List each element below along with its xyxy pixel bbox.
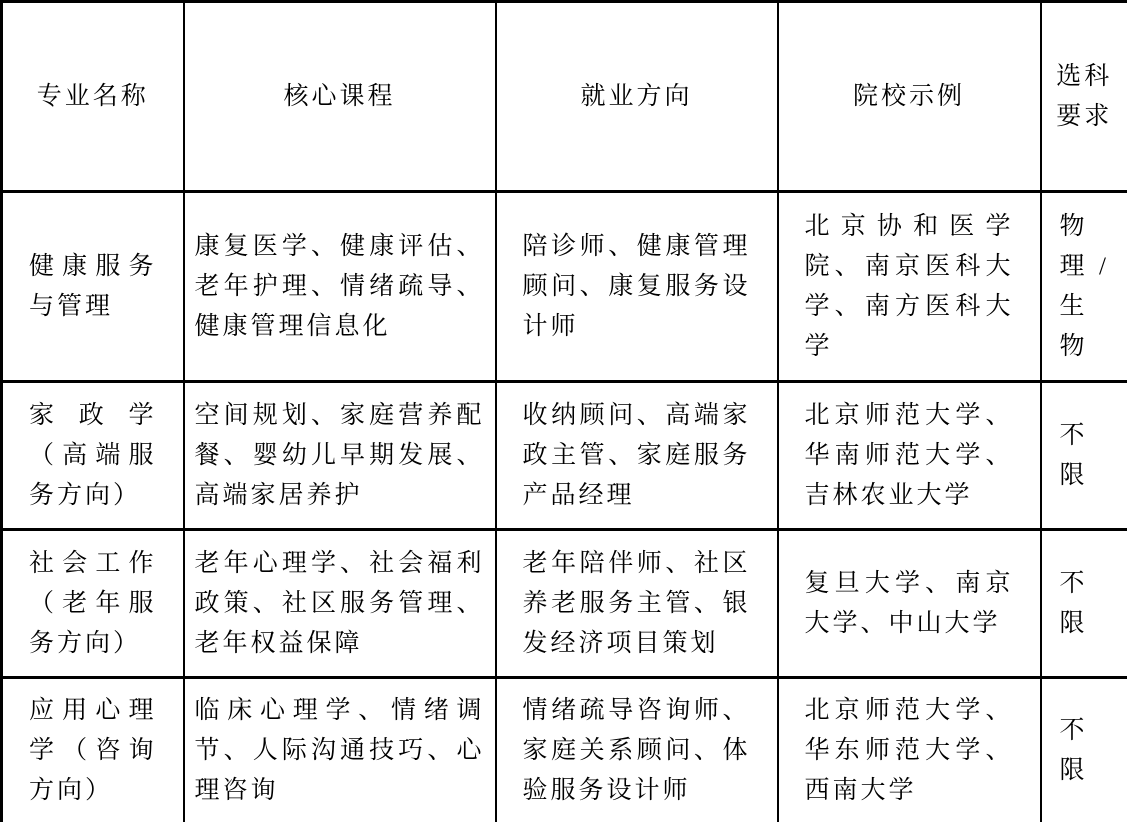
cell-major: 社会工作（老年服务方向）	[2, 530, 184, 678]
cell-courses: 老年心理学、社会福利政策、社区服务管理、老年权益保障	[184, 530, 496, 678]
cell-schools: 北京师范大学、华南师范大学、吉林农业大学	[778, 382, 1041, 530]
table-row	[2, 192, 1127, 382]
cell-courses: 康复医学、健康评估、老年护理、情绪疏导、健康管理信息化	[184, 192, 496, 382]
header-cell-major: 专业名称	[2, 2, 184, 192]
header-cell-subjects: 选科要求	[1041, 2, 1127, 192]
cell-major: 健康服务与管理	[2, 192, 184, 382]
cell-careers: 老年陪伴师、社区养老服务主管、银发经济项目策划	[496, 530, 778, 678]
cell-schools: 北京协和医学院、南京医科大学、南方医科大学	[778, 192, 1041, 382]
header-cell-schools: 院校示例	[778, 2, 1041, 192]
table-row	[2, 382, 1127, 530]
table-row	[2, 530, 1127, 678]
header-cell-courses: 核心课程	[184, 2, 496, 192]
cell-subjects: 物理/生物	[1041, 192, 1127, 382]
cell-careers: 情绪疏导咨询师、家庭关系顾问、体验服务设计师	[496, 678, 778, 822]
cell-careers: 陪诊师、健康管理顾问、康复服务设计师	[496, 192, 778, 382]
cell-subjects: 不限	[1041, 530, 1127, 678]
table-row	[2, 678, 1127, 822]
cell-schools: 复旦大学、南京大学、中山大学	[778, 530, 1041, 678]
cell-careers: 收纳顾问、高端家政主管、家庭服务产品经理	[496, 382, 778, 530]
table-header-row	[2, 2, 1127, 192]
cell-schools: 北京师范大学、华东师范大学、西南大学	[778, 678, 1041, 822]
cell-subjects: 不限	[1041, 382, 1127, 530]
cell-courses: 临床心理学、情绪调节、人际沟通技巧、心理咨询	[184, 678, 496, 822]
cell-major: 应用心理学（咨询方向）	[2, 678, 184, 822]
header-cell-careers: 就业方向	[496, 2, 778, 192]
cell-courses: 空间规划、家庭营养配餐、婴幼儿早期发展、高端家居养护	[184, 382, 496, 530]
cell-subjects: 不限	[1041, 678, 1127, 822]
cell-major: 家政学（高端服务方向）	[2, 382, 184, 530]
